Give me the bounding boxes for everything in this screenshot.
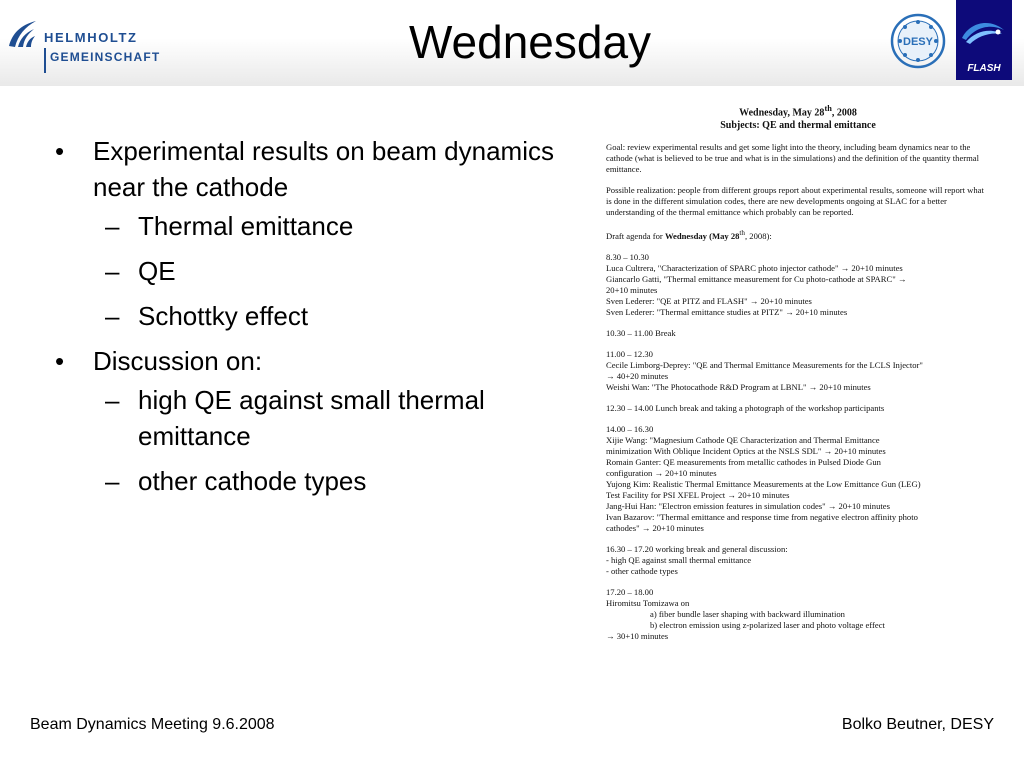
bullet-text: QE	[138, 256, 176, 286]
slide-title: Wednesday	[408, 16, 652, 68]
agenda-session	[606, 544, 990, 577]
bullet-marker: –	[105, 211, 120, 241]
bullet-text: Discussion on:	[93, 346, 263, 376]
agenda-title: Draft agenda for Wednesday (May 28th, 2008):	[606, 229, 772, 242]
agenda-line: configuration → 20+10 minutes	[606, 468, 717, 479]
bullet-list	[55, 133, 575, 508]
sub-bullet-item	[55, 298, 575, 334]
flash-logo-text: FLASH	[967, 63, 1001, 74]
agenda-line: a) fiber bundle laser shaping with backward illumination	[650, 609, 845, 620]
agenda-line: Yujong Kim: Realistic Thermal Emittance Measurements at the Low Emittance Gun (LEG)	[606, 479, 921, 490]
agenda-line: Jang-Hui Han: "Electron emission features in simulation codes" → 20+10 minutes	[606, 501, 890, 512]
session-time: 16.30 – 17.20 working break and general discussion:	[606, 544, 788, 555]
document-subjects: Subjects: QE and thermal emittance	[720, 120, 876, 132]
agenda-line: minimization With Oblique Incident Optics at the NSLS SDL" → 20+10 minutes	[606, 446, 886, 457]
bullet-text: high QE against small thermal emittance	[138, 385, 485, 451]
document-realization: Possible realization: people from different groups report about experimental results, someone will report what is done in the different simulation codes, there are new developments ongoing at SLAC for a better understanding of the thermal emittance which probably can be reported.	[606, 185, 984, 218]
desy-emblem-icon	[890, 12, 946, 70]
agenda-line: Hiromitsu Tomizawa on	[606, 598, 690, 609]
agenda-line: 20+10 minutes	[606, 285, 658, 296]
sub-bullet-item	[55, 253, 575, 289]
bullet-marker: –	[105, 466, 120, 496]
document-heading: Wednesday, May 28th, 2008	[739, 104, 857, 119]
agenda-break: 10.30 – 11.00 Break	[606, 328, 676, 339]
bullet-text: other cathode types	[138, 466, 367, 496]
session-time: 17.20 – 18.00	[606, 587, 654, 598]
agenda-line: b) electron emission using z-polarized laser and photo voltage effect	[650, 620, 885, 631]
agenda-line: → 40+20 minutes	[606, 371, 669, 382]
bullet-marker: •	[55, 346, 65, 376]
footer-meeting: Beam Dynamics Meeting 9.6.2008	[30, 716, 275, 733]
sub-bullet-item	[55, 382, 575, 454]
bullet-text: Thermal emittance	[138, 211, 354, 241]
sub-bullet-item	[55, 208, 575, 244]
agenda-line: Ivan Bazarov: "Thermal emittance and response time from negative electron affinity photo	[606, 512, 918, 523]
agenda-line: Test Facility for PSI XFEL Project → 20+10 minutes	[606, 490, 790, 501]
helmholtz-divider	[44, 48, 46, 73]
bullet-marker: –	[105, 301, 120, 331]
agenda-session	[606, 252, 990, 318]
agenda-line: → 30+10 minutes	[606, 631, 669, 642]
agenda-session	[606, 349, 990, 393]
agenda-document	[606, 102, 990, 652]
bullet-marker: –	[105, 385, 120, 415]
document-goal: Goal: review experimental results and get some light into the theory, including beam dynamics near to the cathode (what is believed to be true and what is in the simulations) and the definition of the quantity thermal emittance.	[606, 142, 980, 175]
bullet-item	[55, 343, 575, 379]
agenda-line: Romain Ganter: QE measurements from metallic cathodes in Pulsed Diode Gun	[606, 457, 881, 468]
bullet-text: Experimental results on beam dynamics near the cathode	[93, 136, 554, 202]
footer-author: Bolko Beutner, DESY	[841, 716, 994, 733]
agenda-line: - high QE against small thermal emittance	[606, 555, 752, 566]
agenda-line: Sven Lederer: "Thermal emittance studies at PITZ" → 20+10 minutes	[606, 307, 848, 318]
agenda-line: cathodes" → 20+10 minutes	[606, 523, 704, 534]
agenda-session	[606, 424, 990, 534]
helmholtz-name: HELMHOLTZ	[44, 30, 138, 45]
session-time: 8.30 – 10.30	[606, 252, 649, 263]
helmholtz-emblem-icon	[6, 18, 42, 52]
agenda-line: Weishi Wan: "The Photocathode R&D Program at LBNL" → 20+10 minutes	[606, 382, 871, 393]
agenda-line: Sven Lederer: "QE at PITZ and FLASH" → 20+10 minutes	[606, 296, 812, 307]
desy-logo	[890, 12, 946, 70]
agenda-line: Luca Cultrera, "Characterization of SPARC photo injector cathode" → 20+10 minutes	[606, 263, 903, 274]
agenda-lunch: 12.30 – 14.00 Lunch break and taking a photograph of the workshop participants	[606, 403, 885, 414]
agenda-line: Giancarlo Gatti, "Thermal emittance measurement for Cu photo-cathode at SPARC" →	[606, 274, 907, 285]
agenda-session	[606, 587, 990, 642]
agenda-line: Xijie Wang: "Magnesium Cathode QE Characterization and Thermal Emittance	[606, 435, 880, 446]
helmholtz-subtitle: GEMEINSCHAFT	[50, 50, 161, 64]
helmholtz-logo	[6, 18, 176, 78]
agenda-line: - other cathode types	[606, 566, 678, 577]
sub-bullet-item	[55, 463, 575, 499]
bullet-marker: –	[105, 256, 120, 286]
bullet-item	[55, 133, 575, 205]
slide-header	[0, 0, 1024, 86]
bullet-marker: •	[55, 136, 65, 166]
agenda-line: Cecile Limborg-Deprey: "QE and Thermal Emittance Measurements for the LCLS Injector"	[606, 360, 923, 371]
flash-logo	[956, 0, 1012, 80]
session-time: 11.00 – 12.30	[606, 349, 653, 360]
flash-swirl-icon	[956, 0, 1012, 60]
session-time: 14.00 – 16.30	[606, 424, 654, 435]
bullet-text: Schottky effect	[138, 301, 309, 331]
desy-logo-text: DESY	[903, 36, 933, 48]
